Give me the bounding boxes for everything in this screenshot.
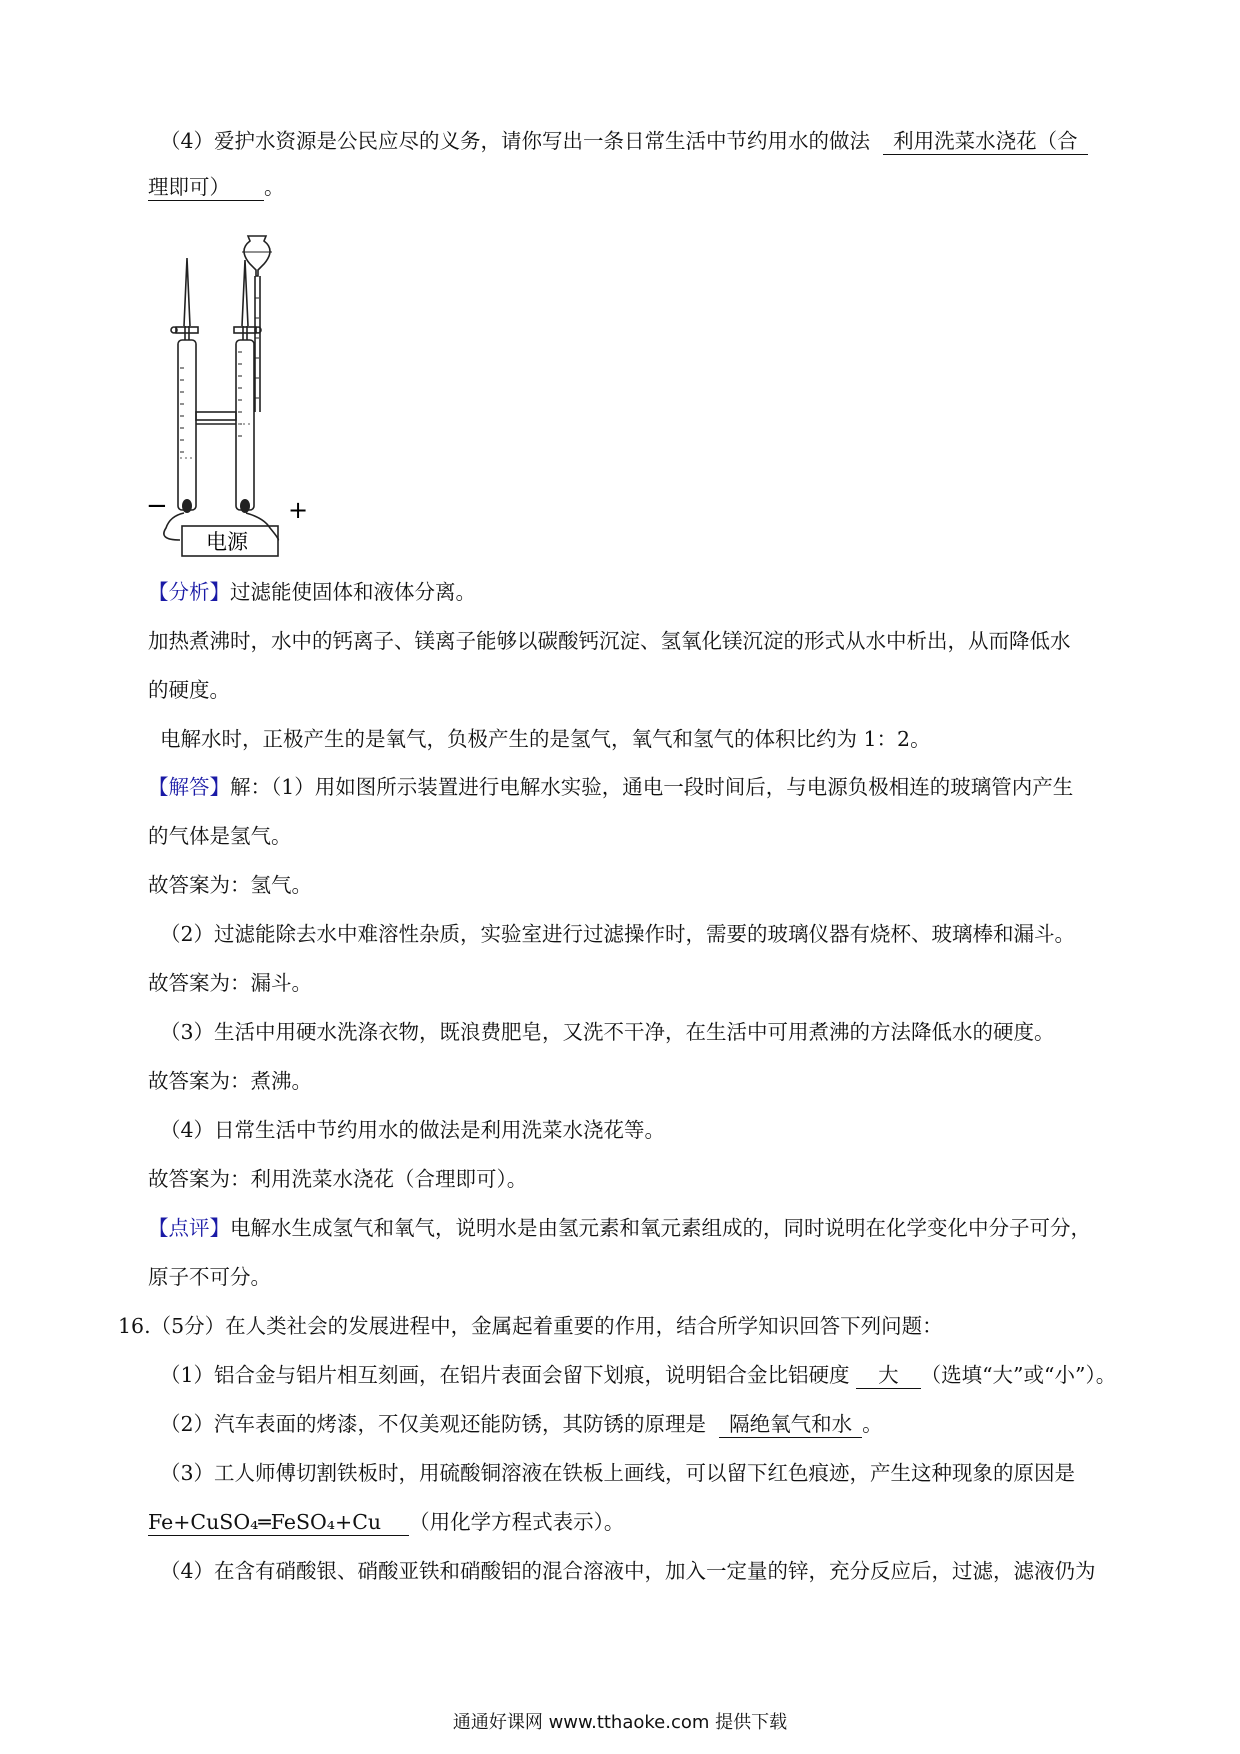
q15-part4-answer-b: 理即可） bbox=[148, 174, 264, 201]
solution-line3: 故答案为：氢气。 bbox=[148, 873, 312, 897]
solution-line8: （4）日常生活中节约用水的做法是利用洗菜水浇花等。 bbox=[160, 1118, 666, 1142]
comment-line2: 原子不可分。 bbox=[148, 1265, 271, 1289]
solution-line5: 故答案为：漏斗。 bbox=[148, 971, 312, 995]
q15-part4-answer-a: 利用洗菜水浇花（合 bbox=[883, 128, 1088, 155]
solution-line6: （3）生活中用硬水洗涤衣物，既浪费肥皂，又洗不干净，在生活中可用煮沸的方法降低水的硬度。 bbox=[160, 1020, 1055, 1044]
q16-part2: （2）汽车表面的烤漆，不仅美观还能防锈，其防锈的原理是 隔绝氧气和水 。 bbox=[160, 1412, 883, 1436]
solution-line4: （2）过滤能除去水中难溶性杂质，实验室进行过滤操作时，需要的玻璃仪器有烧杯、玻璃棒和漏斗。 bbox=[160, 922, 1076, 946]
comment-line1: 【点评】电解水生成氢气和氧气，说明水是由氢元素和氧元素组成的，同时说明在化学变化中分子可分， bbox=[148, 1216, 1091, 1240]
q16-part4-line1: （4）在含有硝酸银、硝酸亚铁和硝酸铝的混合溶液中，加入一定量的锌，充分反应后，过滤，滤液仍为 bbox=[160, 1559, 1096, 1583]
negative-terminal-label: − bbox=[146, 491, 168, 521]
q16-part1-answer: 大 bbox=[856, 1362, 921, 1389]
q16-part2-answer: 隔绝氧气和水 bbox=[719, 1411, 862, 1438]
q16-part3-answer: Fe+CuSO₄═FeSO₄+Cu bbox=[148, 1509, 409, 1536]
electrolysis-apparatus-diagram bbox=[140, 228, 320, 558]
analysis-line1: 【分析】过滤能使固体和液体分离。 bbox=[148, 580, 476, 604]
analysis-line3: 的硬度。 bbox=[148, 678, 230, 702]
analysis-line4: 电解水时，正极产生的是氧气，负极产生的是氢气，氧气和氢气的体积比约为 1：2。 bbox=[160, 727, 931, 751]
solution-tag: 【解答】 bbox=[148, 775, 230, 799]
power-supply-label: 电源 bbox=[206, 530, 248, 554]
solution-line1: 【解答】解：（1）用如图所示装置进行电解水实验，通电一段时间后，与电源负极相连的玻璃管内产生 bbox=[148, 775, 1074, 799]
solution-line2: 的气体是氢气。 bbox=[148, 824, 292, 848]
q16-part3-line2: Fe+CuSO₄═FeSO₄+Cu （用化学方程式表示）。 bbox=[148, 1510, 625, 1534]
q16-part1: （1）铝合金与铝片相互刻画，在铝片表面会留下划痕，说明铝合金比铝硬度 大 （选填“大”或“小”）。 bbox=[160, 1363, 1117, 1387]
q16-stem: 16.（5分）在人类社会的发展进程中，金属起着重要的作用，结合所学知识回答下列问题： bbox=[118, 1314, 943, 1338]
solution-line7: 故答案为：煮沸。 bbox=[148, 1069, 312, 1093]
solution-line9: 故答案为：利用洗菜水浇花（合理即可）。 bbox=[148, 1167, 528, 1191]
analysis-tag: 【分析】 bbox=[148, 580, 230, 604]
analysis-line2: 加热煮沸时，水中的钙离子、镁离子能够以碳酸钙沉淀、氢氧化镁沉淀的形式从水中析出，从而降低水 bbox=[148, 629, 1071, 653]
q16-part3-line1: （3）工人师傅切割铁板时，用硫酸铜溶液在铁板上画线，可以留下红色痕迹，产生这种现象的原因是 bbox=[160, 1461, 1076, 1485]
q15-part4-line1: （4）爱护水资源是公民应尽的义务，请你写出一条日常生活中节约用水的做法 利用洗菜水浇花（合 bbox=[160, 127, 1140, 155]
q15-part4-line2: 理即可） 。 bbox=[148, 175, 285, 199]
page-footer: 通通好课网 www.tthaoke.com 提供下载 bbox=[452, 1712, 788, 1733]
comment-tag: 【点评】 bbox=[148, 1216, 230, 1240]
positive-terminal-label: + bbox=[288, 496, 309, 524]
